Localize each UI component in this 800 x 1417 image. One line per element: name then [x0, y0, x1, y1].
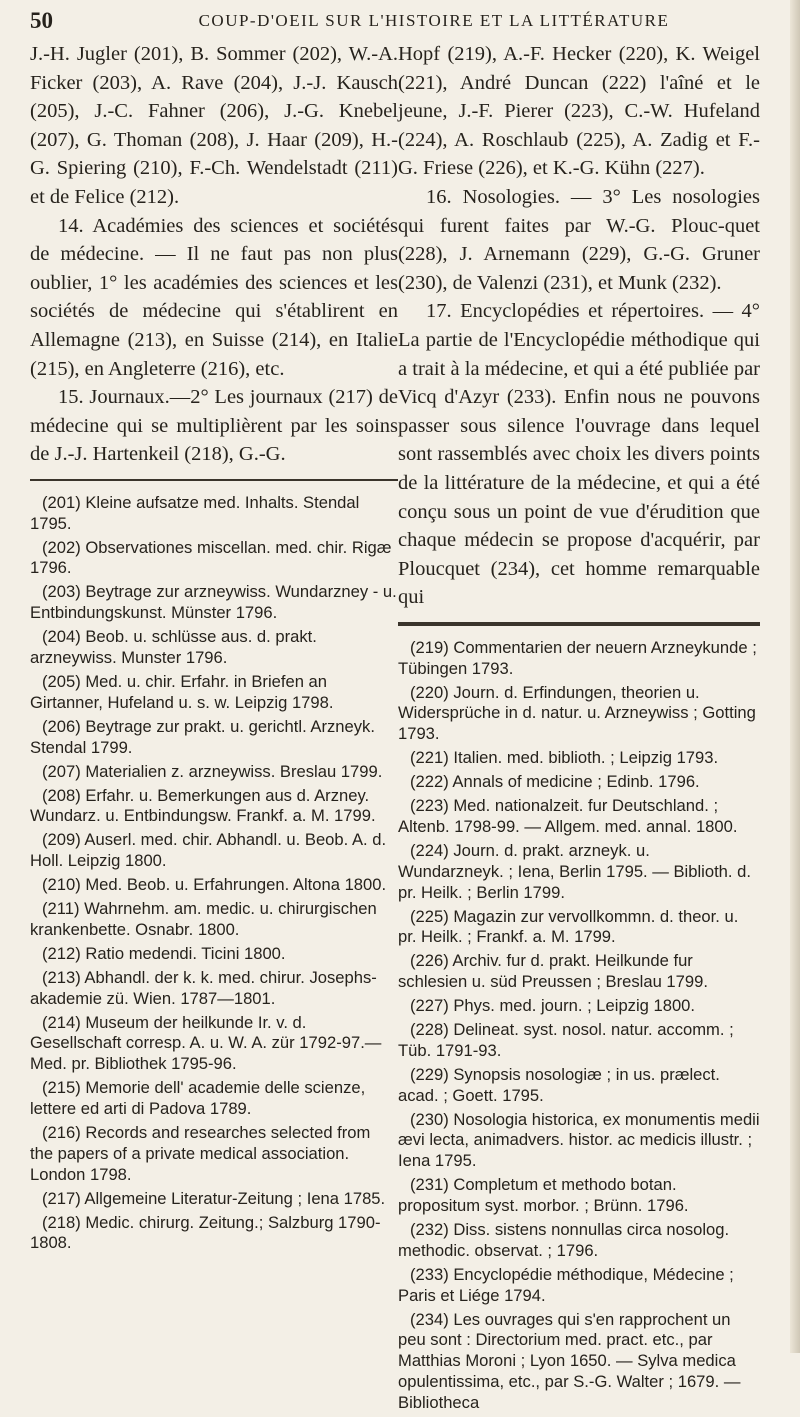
left-column — [30, 40, 398, 1257]
footnote: (231) Completum et methodo botan. propositum syst. morbor. ; Brünn. 1796. — [398, 1175, 689, 1216]
footnote: (208) Erfahr. u. Bemerkungen aus d. Arzney. Wundarz. u. Entbindungsw. Frankf. a. M. 1799. — [30, 785, 376, 826]
page-number: 50 — [30, 8, 53, 33]
footnote: (234) Les ouvrages qui s'en rapprochent un peu sont : Directorium med. pract. etc., par Matthias Moroni ; Lyon 1650. — Sylva medica opulentissima, etc., par S.-G. Walter ; 1679. — Bibliotheca — [398, 1309, 741, 1412]
footnote: (233) Encyclopédie méthodique, Médecine ; Paris et Liége 1794. — [398, 1264, 734, 1305]
footnote: (228) Delineat. syst. nosol. natur. accomm. ; Tüb. 1791-93. — [398, 1020, 734, 1060]
footnote: (214) Museum der heilkunde Ir. v. d. Gesellschaft corresp. A. u. W. A. zür 1792-97.—Med. pr. Bibliothek 1795-96. — [30, 1012, 382, 1074]
footnote: (201) Kleine aufsatze med. Inhalts. Stendal 1795. — [30, 492, 360, 533]
footnote: (204) Beob. u. schlüsse aus. d. prakt. arzneywiss. Munster 1796. — [30, 627, 317, 668]
footnote: (211) Wahrnehm. am. medic. u. chirurgischen krankenbette. Osnabr. 1800. — [30, 899, 377, 939]
body-paragraph: 15. Journaux.—2° Les journaux (217) de médecine qui se multiplièrent par les soins de J.-J. Hartenkeil (218), G.-G. — [30, 386, 398, 466]
left-body-text — [30, 40, 398, 469]
body-paragraph: Hopf (219), A.-F. Hecker (220), K. Weigel (221), André Duncan (222) l'aîné et le jeune, J.-F. Pierer (223), C.-W. Hufeland (224), A. Roschlaub (225), A. Zadig et F.-G. Friese (226), et K.-G. Kühn (227). — [398, 43, 760, 180]
footnote: (213) Abhandl. der k. k. med. chirur. Josephs-akademie zü. Wien. 1787—1801. — [30, 967, 377, 1008]
body-paragraph: J.-H. Jugler (201), B. Sommer (202), W.-A. Ficker (203), A. Rave (204), J.-J. Kausch (205), J.-C. Fahner (206), J.-G. Knebel (207), G. Thoman (208), J. Haar (209), H.-G. Spiering (210), F.-Ch. Wendelstadt (211) et de Felice (212). — [30, 43, 398, 208]
footnote: (227) Phys. med. journ. ; Leipzig 1800. — [410, 996, 696, 1016]
footnote: (224) Journ. d. prakt. arzneyk. u. Wundarzneyk. ; Iena, Berlin 1795. — Biblioth. d. pr. Heilk. ; Berlin 1799. — [398, 840, 751, 902]
footnote: (219) Commentarien der neuern Arzneykunde ; Tübingen 1793. — [398, 637, 757, 678]
footnote: (210) Med. Beob. u. Erfahrungen. Altona 1800. — [42, 875, 387, 895]
running-title: COUP-D'OEIL SUR L'HISTOIRE ET LA LITTÉRATURE — [198, 11, 670, 30]
body-paragraph: 16. Nosologies. — 3° Les nosologies qui furent faites par W.-G. Plouc-quet (228), J. Arnemann (229), G.-G. Gruner (230), de Valenzi (231), et Munk (232). — [398, 185, 760, 294]
footnote: (225) Magazin zur vervollkommn. d. theor. u. pr. Heilk. ; Frankf. a. M. 1799. — [398, 906, 739, 947]
footnote: (223) Med. nationalzeit. fur Deutschland. ; Altenb. 1798-99. — Allgem. med. annal. 1800. — [398, 796, 738, 836]
footnote: (229) Synopsis nosologiæ ; in us. prælect. acad. ; Goett. 1795. — [398, 1064, 720, 1105]
page-edge-shadow — [790, 0, 800, 1353]
right-body-text — [398, 40, 760, 612]
footnote: (209) Auserl. med. chir. Abhandl. u. Beob. A. d. Holl. Leipzig 1800. — [30, 830, 387, 871]
footnote: (203) Beytrage zur arzneywiss. Wundarzney - u. Entbindungskunst. Münster 1796. — [30, 582, 397, 623]
footnote: (202) Observationes miscellan. med. chir. Rigæ 1796. — [30, 537, 392, 578]
body-paragraph: 17. Encyclopédies et répertoires. — 4° La partie de l'Encyclopédie méthodique qui a trait à la médecine, et qui a été publiée par Vicq d'Azyr (233). Enfin nous ne pouvons passer sous silence l'ouvrage dans lequel sont rassemblés avec choix les divers points de la littérature de la médecine, et qui a été conçu sous un point de vue d'érudition que chaque médecin se propose d'acquérir, par Ploucquet (234), cet homme remarquable qui — [398, 300, 760, 609]
footnote: (230) Nosologia historica, ex monumentis medii ævi lecta, animadvers. histor. ac medicis illustr. ; Iena 1795. — [398, 1109, 760, 1171]
footnote: (220) Journ. d. Erfindungen, theorien u. Widersprüche in d. natur. u. Arzneywiss ; Gotting 1793. — [398, 682, 756, 744]
left-footnotes — [30, 493, 398, 1254]
footnote: (212) Ratio medendi. Ticini 1800. — [42, 943, 286, 963]
footnote: (221) Italien. med. biblioth. ; Leipzig 1793. — [410, 748, 719, 768]
footnote: (205) Med. u. chir. Erfahr. in Briefen an Girtanner, Hufeland u. s. w. Leipzig 1798. — [30, 672, 334, 712]
page-header — [30, 8, 758, 36]
body-paragraph: 14. Académies des sciences et sociétés de médecine. — Il ne faut pas non plus oublier, 1° les académies des sciences et les sociétés de médecine qui s'établirent en Allemagne (213), en Suisse (214), en Italie (215), en Angleterre (216), etc. — [30, 214, 398, 380]
footnote: (222) Annals of medicine ; Edinb. 1796. — [410, 772, 700, 792]
footnote-divider — [398, 622, 760, 626]
right-footnotes — [398, 638, 760, 1414]
footnote: (226) Archiv. fur d. prakt. Heilkunde fur schlesien u. süd Preussen ; Breslau 1799. — [398, 951, 708, 992]
footnote: (207) Materialien z. arzneywiss. Breslau 1799. — [42, 761, 383, 781]
right-column — [398, 40, 760, 1417]
footnote: (206) Beytrage zur prakt. u. gerichtl. Arzneyk. Stendal 1799. — [30, 716, 375, 757]
footnote-divider — [30, 479, 398, 481]
footnote: (217) Allgemeine Literatur-Zeitung ; Iena 1785. — [42, 1188, 386, 1208]
footnote: (215) Memorie dell' academie delle scienze, lettere ed arti di Padova 1789. — [30, 1078, 366, 1119]
footnote: (232) Diss. sistens nonnullas circa nosolog. methodic. observat. ; 1796. — [398, 1220, 730, 1260]
footnote: (218) Medic. chirurg. Zeitung.; Salzburg 1790-1808. — [30, 1212, 381, 1253]
footnote: (216) Records and researches selected from the papers of a private medical association. London 1798. — [30, 1123, 371, 1184]
